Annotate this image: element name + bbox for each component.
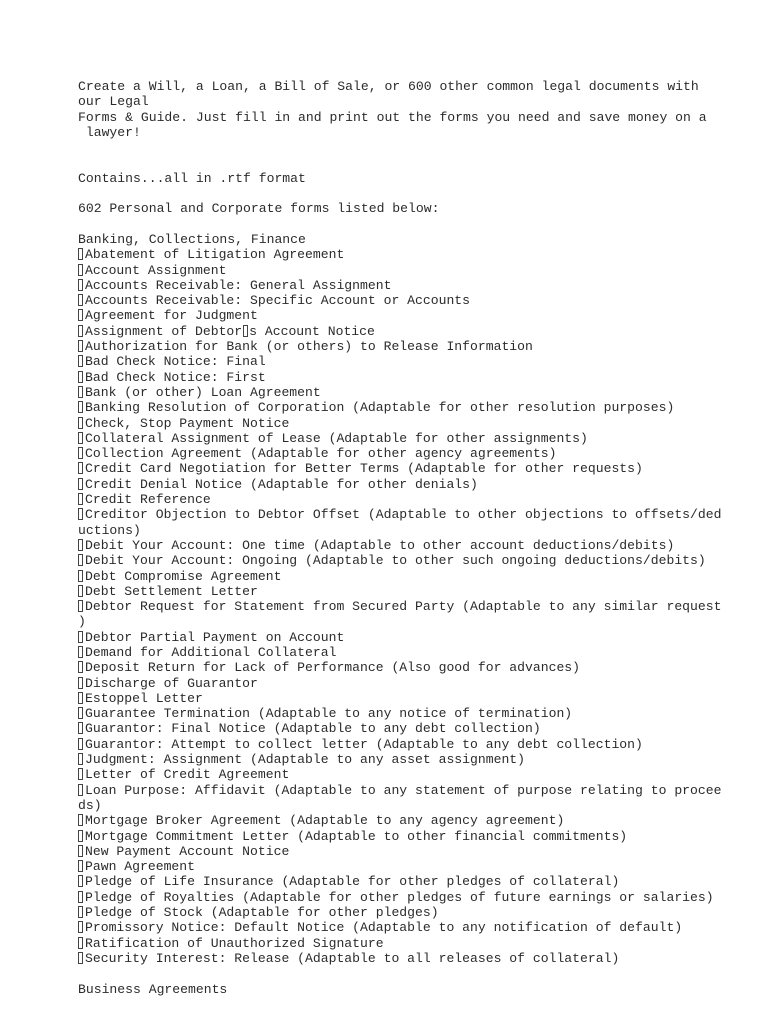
checkbox-icon (78, 447, 83, 459)
checkbox-icon (78, 646, 83, 658)
checkbox-icon (78, 891, 83, 903)
list-item: Collateral Assignment of Lease (Adaptable for other assignments) (78, 431, 758, 446)
list-item-wrap: ) (78, 614, 86, 630)
checkbox-icon (78, 309, 83, 321)
list-item: Mortgage Broker Agreement (Adaptable to any agency agreement) (78, 813, 758, 828)
list-item: Guarantor: Attempt to collect letter (Adaptable to any debt collection) (78, 737, 758, 752)
list-item-wrap: uctions) (78, 522, 141, 538)
checkbox-icon (78, 264, 83, 276)
list-item: Pledge of Royalties (Adaptable for other pledges of future earnings or salaries) (78, 890, 758, 905)
list-item: Judgment: Assignment (Adaptable to any asset assignment) (78, 752, 758, 767)
spacer (78, 140, 758, 155)
checkbox-icon (78, 784, 83, 796)
checkbox-icon (78, 493, 83, 505)
intro-line-1: Create a Will, a Loan, a Bill of Sale, or 600 other common legal documents with (78, 79, 699, 94)
list-item: Debtor Partial Payment on Account (78, 630, 758, 645)
list-item: Pledge of Life Insurance (Adaptable for other pledges of collateral) (78, 874, 758, 889)
checkbox-icon (78, 585, 83, 597)
checkbox-icon (78, 248, 83, 260)
section-heading-business: Business Agreements (78, 981, 228, 997)
list-item: Creditor Objection to Debtor Offset (Adaptable to other objections to offsets/ded (78, 507, 758, 522)
checkbox-icon (78, 753, 83, 765)
checkbox-icon (78, 830, 83, 842)
list-item: Bank (or other) Loan Agreement (78, 385, 758, 400)
spacer (78, 966, 758, 981)
list-item: Collection Agreement (Adaptable for other agency agreements) (78, 446, 758, 461)
checkbox-icon (78, 325, 83, 337)
spacer (78, 217, 758, 232)
checkbox-icon (78, 570, 83, 582)
list-item: Assignment of Debtor s Account Notice (78, 324, 758, 339)
checkbox-icon (78, 554, 83, 566)
checkbox-icon (78, 386, 83, 398)
checkbox-icon (78, 906, 83, 918)
list-item: Debtor Request for Statement from Secured Party (Adaptable to any similar request (78, 599, 758, 614)
checkbox-icon (78, 631, 83, 643)
list-item: Deposit Return for Lack of Performance (Also good for advances) (78, 660, 758, 675)
checkbox-icon (78, 677, 83, 689)
checkbox-icon (78, 371, 83, 383)
checkbox-icon (78, 768, 83, 780)
list-item: Discharge of Guarantor (78, 676, 758, 691)
intro-line-2: our Legal (78, 94, 149, 110)
checkbox-icon (78, 937, 83, 949)
placeholder-glyph-icon (243, 325, 248, 337)
list-item: Debt Settlement Letter (78, 584, 758, 599)
list-item: Agreement for Judgment (78, 308, 758, 323)
list-item: Debit Your Account: One time (Adaptable to other account deductions/debits) (78, 538, 758, 553)
list-item: Guarantee Termination (Adaptable to any notice of termination) (78, 706, 758, 721)
checkbox-icon (78, 845, 83, 857)
list-item: Ratification of Unauthorized Signature (78, 936, 758, 951)
list-item: Mortgage Commitment Letter (Adaptable to other financial commitments) (78, 829, 758, 844)
section-heading-banking: Banking, Collections, Finance (78, 231, 306, 247)
list-item: Demand for Additional Collateral (78, 645, 758, 660)
list-item: Credit Reference (78, 492, 758, 507)
list-item: Loan Purpose: Affidavit (Adaptable to any statement of purpose relating to procee (78, 783, 758, 798)
intro-line-3: Forms & Guide. Just fill in and print out the forms you need and save money on a (78, 109, 707, 125)
list-item: Accounts Receivable: Specific Account or Accounts (78, 293, 758, 308)
checkbox-icon (78, 355, 83, 367)
list-item: New Payment Account Notice (78, 844, 758, 859)
document-page (78, 79, 758, 997)
checkbox-icon (78, 294, 83, 306)
checkbox-icon (78, 462, 83, 474)
list-item: Bad Check Notice: Final (78, 354, 758, 369)
checkbox-icon (78, 432, 83, 444)
checkbox-icon (78, 661, 83, 673)
list-item: Pawn Agreement (78, 859, 758, 874)
list-item: Abatement of Litigation Agreement (78, 247, 758, 262)
checkbox-icon (78, 692, 83, 704)
checkbox-icon (78, 860, 83, 872)
list-item: Account Assignment (78, 263, 758, 278)
checkbox-icon (78, 539, 83, 551)
list-item-wrap: ds) (78, 797, 102, 813)
spacer (78, 155, 758, 170)
list-item: Letter of Credit Agreement (78, 767, 758, 782)
checkbox-icon (78, 417, 83, 429)
checkbox-icon (78, 478, 83, 490)
checkbox-icon (78, 279, 83, 291)
list-item: Banking Resolution of Corporation (Adaptable for other resolution purposes) (78, 400, 758, 415)
checkbox-icon (78, 952, 83, 964)
checkbox-icon (78, 722, 83, 734)
forms-heading: 602 Personal and Corporate forms listed below: (78, 201, 440, 217)
list-item: Pledge of Stock (Adaptable for other pledges) (78, 905, 758, 920)
list-item: Credit Card Negotiation for Better Terms (Adaptable for other requests) (78, 461, 758, 476)
contains-line: Contains...all in .rtf format (78, 170, 306, 186)
list-item: Guarantor: Final Notice (Adaptable to any debt collection) (78, 721, 758, 736)
checkbox-icon (78, 875, 83, 887)
list-item: Accounts Receivable: General Assignment (78, 278, 758, 293)
checkbox-icon (78, 401, 83, 413)
checkbox-icon (78, 508, 83, 520)
list-item: Bad Check Notice: First (78, 370, 758, 385)
spacer (78, 186, 758, 201)
list-item: Security Interest: Release (Adaptable to all releases of collateral) (78, 951, 758, 966)
list-item: Debit Your Account: Ongoing (Adaptable to other such ongoing deductions/debits) (78, 553, 758, 568)
list-item: Authorization for Bank (or others) to Release Information (78, 339, 758, 354)
checkbox-icon (78, 738, 83, 750)
intro-line-4: lawyer! (78, 124, 141, 140)
list-item: Debt Compromise Agreement (78, 569, 758, 584)
list-item: Credit Denial Notice (Adaptable for other denials) (78, 477, 758, 492)
checkbox-icon (78, 340, 83, 352)
checkbox-icon (78, 707, 83, 719)
checkbox-icon (78, 921, 83, 933)
list-item: Promissory Notice: Default Notice (Adaptable to any notification of default) (78, 920, 758, 935)
list-item: Estoppel Letter (78, 691, 758, 706)
list-item: Check, Stop Payment Notice (78, 416, 758, 431)
checkbox-icon (78, 600, 83, 612)
checkbox-icon (78, 814, 83, 826)
